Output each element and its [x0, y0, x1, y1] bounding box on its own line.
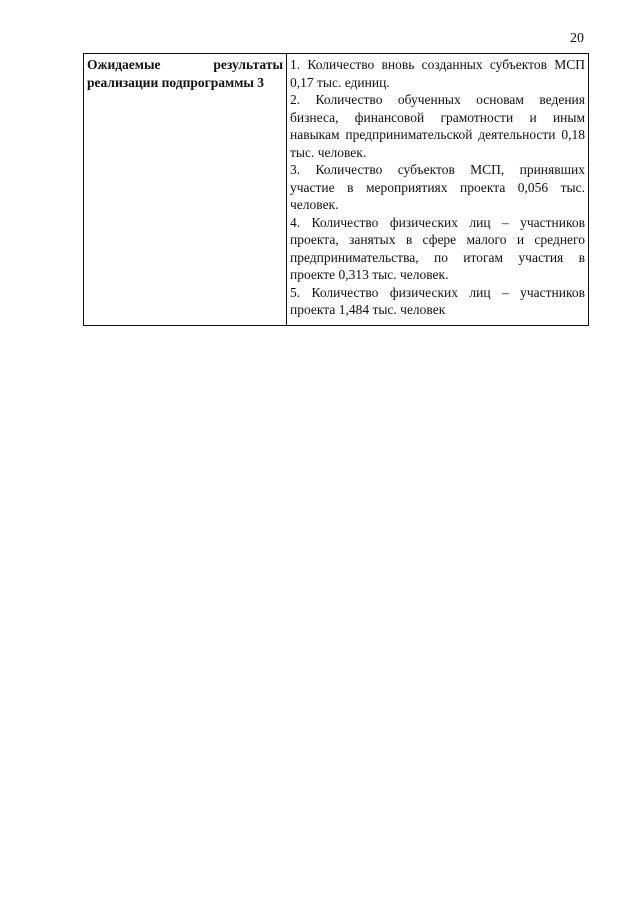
- table-row: [84, 54, 589, 326]
- result-item-4: 4. Количество физических лиц – участников проекта, занятых в сфере малого и среднего предпринимательства, по итогам участия в проекте 0,313 тыс. человек.: [290, 214, 585, 282]
- results-table: [83, 53, 589, 326]
- page-number: 20: [570, 31, 584, 46]
- row-value: [287, 54, 589, 326]
- result-item-1: 1. Количество вновь созданных субъектов МСП 0,17 тыс. единиц.: [290, 57, 585, 90]
- row-label: Ожидаемые результаты реализации подпрограммы 3: [84, 54, 287, 326]
- result-item-3: 3. Количество субъектов МСП, принявших участие в мероприятиях проекта 0,056 тыс. человек.: [290, 162, 585, 212]
- result-item-5: 5. Количество физических лиц – участников проекта 1,484 тыс. человек: [290, 284, 585, 317]
- result-item-2: 2. Количество обученных основам ведения бизнеса, финансовой грамотности и иным навыкам предпринимательской деятельности 0,18 тыс. человек.: [290, 92, 585, 160]
